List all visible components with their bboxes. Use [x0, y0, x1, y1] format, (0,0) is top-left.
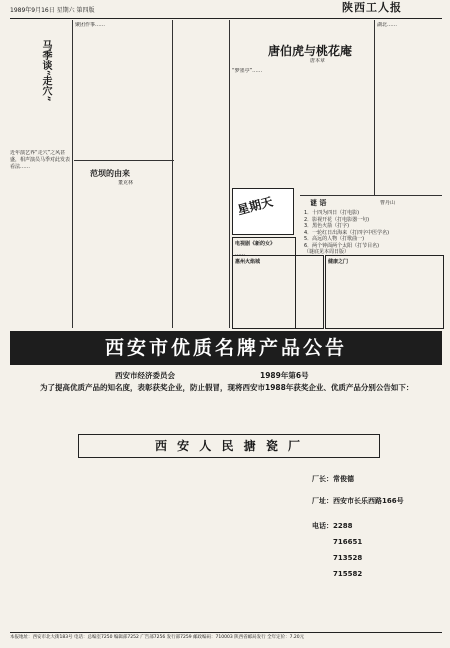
poll-author: 曹丹山 [380, 200, 396, 206]
mid-top-article: 聚团作事…… [75, 22, 106, 28]
bottom-middle-title: 惠州火焰城 [235, 259, 261, 265]
star-badge [232, 188, 294, 235]
poll-item: 5．高远的人物（打歌曲一) [304, 236, 365, 242]
column-rule [229, 20, 230, 328]
poll-item: （谜底见本周日版） [304, 249, 350, 255]
health-column-title: 健康之门 [328, 259, 349, 265]
column3-body [175, 22, 227, 322]
column-rule [374, 20, 375, 195]
factory-address [312, 496, 404, 506]
fanba-title: 范坝的由来 [90, 168, 130, 178]
announcement-banner: 西安市优质名牌产品公告 [10, 331, 442, 365]
column-rule [72, 20, 73, 328]
announcement-num: 1989年第6号 [260, 371, 309, 380]
section-rule [300, 195, 442, 196]
page-footer: 本报地址：西安市北大街183号 电话：总编室7250 编辑部7252 广告部7256 发行部7259 邮政编码：710003 陕西省邮局发行 全年定价：7.20元 [10, 632, 442, 643]
poll-list [304, 210, 444, 256]
phone-number: 2288 [333, 522, 353, 530]
ad-body [20, 465, 302, 625]
announcement-lead: 为了提高优质产品的知名度，表彰获奖企业，防止假冒，现将西安市1988年获奖企业、优质产品分别公告如下： [40, 383, 414, 392]
poll-item: 2．影视开花（打电影器一句) [304, 216, 370, 223]
left-article-body: 近年演艺界“走穴”之风甚盛，相声演员马季对此发表看法…… [10, 150, 70, 170]
center-article-body: “梦墨亭”…… [232, 68, 263, 74]
bottom-middle-box [232, 255, 324, 329]
center-article-title: 唐伯虎与桃花庵 [268, 44, 353, 58]
tv-drama-title: 电视剧《新的女》 [235, 241, 276, 247]
poll-item: 6．两个钟面两个太阳（打节目名) [304, 242, 380, 249]
tv-drama-body: …… [235, 251, 245, 257]
star-badge-text: 星期天 [235, 194, 275, 218]
phone-label: 电话： [312, 522, 333, 530]
factory-address-value: 西安市长乐西路166号 [333, 497, 404, 505]
poll-item: 1．十四为四日（打电影) [304, 210, 360, 216]
factory-director [312, 474, 354, 484]
factory-director-name: 常俊德 [333, 475, 354, 483]
phone-number: 716651 [333, 538, 363, 546]
center-article-author: 唐本章 [310, 58, 326, 64]
poll-title: 谜 语 [310, 198, 327, 207]
section-rule [74, 160, 174, 161]
phone-number: 715582 [333, 570, 363, 578]
factory-address-label: 厂址： [312, 497, 333, 505]
left-article-title: 马季谈“走穴” [40, 40, 51, 102]
column-rule [172, 20, 173, 328]
poll-item: 4．一轮红日出海来（打四字中医学名) [304, 229, 390, 236]
right-article-body: 湖北…… [377, 22, 398, 28]
phone-list [312, 518, 362, 582]
announcement-org: 西安市经济委员会 [115, 371, 175, 380]
issue-date: 1989年9月16日 星期六 第四版 [10, 7, 95, 14]
ad-title: 西 安 人 民 搪 瓷 厂 [78, 434, 380, 458]
fanba-body [75, 190, 170, 325]
masthead: 陕西工人报 [342, 1, 402, 14]
fanba-author: 董克林 [118, 180, 134, 186]
poll-item: 3．黑色火箭（打字) [304, 223, 350, 229]
factory-director-label: 厂长： [312, 475, 333, 483]
header-strip [10, 1, 442, 19]
phone-number: 713528 [333, 554, 363, 562]
health-column-box [325, 255, 444, 329]
